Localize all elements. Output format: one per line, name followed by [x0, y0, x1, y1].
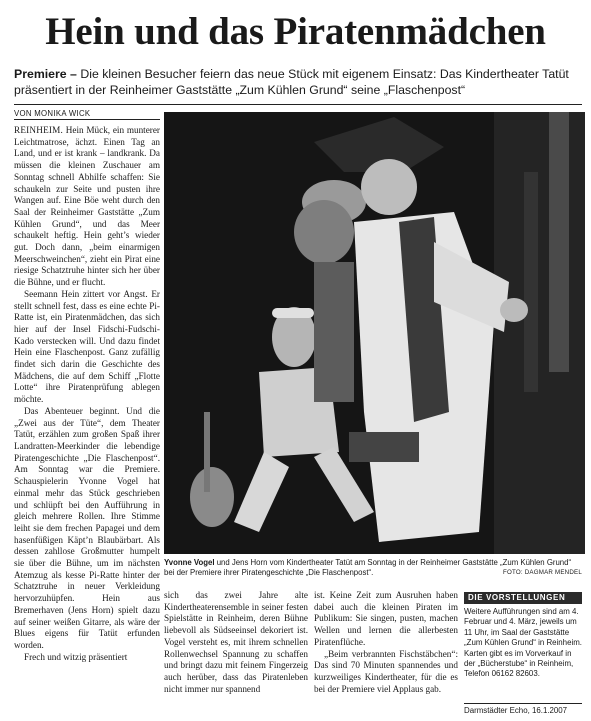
- byline: VON MONIKA WICK: [14, 109, 91, 118]
- source-divider: [464, 703, 582, 704]
- headline: Hein und das Piratenmädchen: [45, 10, 546, 53]
- caption-name: Yvonne Vogel: [164, 558, 215, 567]
- byline-divider: [14, 119, 160, 120]
- paragraph-text: Hein Mück, ein munterer Leichtmatrose, ächzt. Einen Tag an Land, und er ist krank – landkrank. Da müssen die kleinen Zuschauer am Sonntag schnell Abhilfe schaffen: Sie schaukeln zur Seite und pusten ihre Wangen auf. Eine Böe weht durch den Saal der Reinheimer Gaststätte „Zum Kühlen Grund“, und das Meer schaukelt heftig. Hein geht’s wieder gut. Doch dann, „beim einarmigen Meerschweinchen“, zieht ein Pirat eine riesige Schatztruhe hinter sich her über die Bühne, und er flucht.: [14, 125, 160, 288]
- article-photo: [164, 112, 585, 554]
- lead-kicker: Premiere –: [14, 67, 77, 81]
- top-divider: [14, 104, 582, 105]
- photo-caption: [164, 558, 582, 578]
- paragraph: Das Abenteuer beginnt. Und die „Zwei aus der Tüte“, dem Theater Tatüt, erzählen zum großen Spaß ihrer Landratten-Meerkinder die lebendige Piratengeschichte „Die Flaschenpost“. Am Sonntag war die Premiere. Schauspielerin Yvonne Vogel hat einmal mehr das Stück geschrieben und schlüpft bei den Aufführung in gleich mehrere Rollen. Ihre Stimme leiht sie dem frechen Papagei und dem hasenfüßigen Käpt’n Blaubärbart. Als dessen zahllose Großmutter humpelt sie über die Bühne, um im nächsten Atemzug als kesse Pi-Ratte hinter der Schatztruhe in neuer Verkleidung hervorzuhüpfen. Hein aus Bremerhaven (Jens Horn) spielt dazu auf seiner weißen Gitarre, als wäre der Blues eigens für Tatüt erfunden worden.: [14, 405, 160, 650]
- photo-credit: FOTO: DAGMAR MENDEL: [503, 569, 582, 576]
- column-2: [164, 590, 308, 695]
- dateline: REINHEIM.: [14, 125, 64, 135]
- paragraph: ist. Keine Zeit zum Ausruhen haben dabei auch die kleinen Piraten im Publikum: Sie singen, pusten, machen Wellen und lernen die allerbesten Piratenflüche.: [314, 590, 458, 647]
- lead-paragraph: [14, 66, 580, 98]
- paragraph: Seemann Hein zittert vor Angst. Er stellt schnell fest, dass es eine echte Pi-Ratte ist, ein Piratenmädchen, das sich hier auf der Insel Fidschi-Fudschi-Kado verstecken will. Und dazu findet Hein eine Flaschenpost. Ganz zufällig findet sich darin die Geschichte des Mädchens, die auf dem Schiff „Flotte Lotte“ ihre Piratenprüfung ablegen möchte.: [14, 288, 160, 405]
- paragraph: sich das zwei Jahre alte Kindertheaterensemble in seiner festen Spielstätte in Reinheim, deren Bühne liebevoll als Südseeinsel dekoriert ist. Vogel versteht es, mit ihrem schnellen Rollenwechsel Spannung zu schaffen und bringt dazu mit feinem Fingerzeig auch herüber, dass das Piratenleben nicht immer nur spannend: [164, 590, 308, 694]
- column-1: [14, 125, 160, 663]
- lead-text: Die kleinen Besucher feiern das neue Stück mit eigenem Einsatz: Das Kindertheater Tatüt präsentiert in der Reinheimer Gaststätte „Zum Kühlen Grund“ seine „Flaschenpost“: [14, 67, 569, 97]
- stage-photo-illustration: [164, 112, 585, 554]
- paragraph: „Beim verbrannten Fischstäbchen“: Das sind 70 Minuten spannendes und kurzweiliges Kindertheater, für die es bei der Premiere viel Applaus gab.: [314, 648, 458, 694]
- column-3: [314, 590, 458, 695]
- infobox-title: DIE VORSTELLUNGEN: [464, 592, 582, 604]
- paragraph: Frech und witzig präsentiert: [24, 651, 128, 662]
- caption-text: und Jens Horn vom Kindertheater Tatüt am Sonntag in der Reinheimer Gaststätte „Zum Kühlen Grund“ bei der Premiere ihrer Piratengeschichte „Die Flaschenpost“.: [164, 558, 572, 577]
- infobox-text: Weitere Aufführungen sind am 4. Februar und 4. März, jeweils um 11 Uhr, im Saal der Gaststätte „Zum Kühlen Grund“ in Reinheim. Karten gibt es im Vorverkauf in der „Bücherstube“ in Reinheim, Telefon 06162 82603.: [464, 607, 582, 679]
- source-line: Darmstädter Echo, 16.1.2007: [464, 706, 568, 715]
- paragraph: [14, 125, 160, 289]
